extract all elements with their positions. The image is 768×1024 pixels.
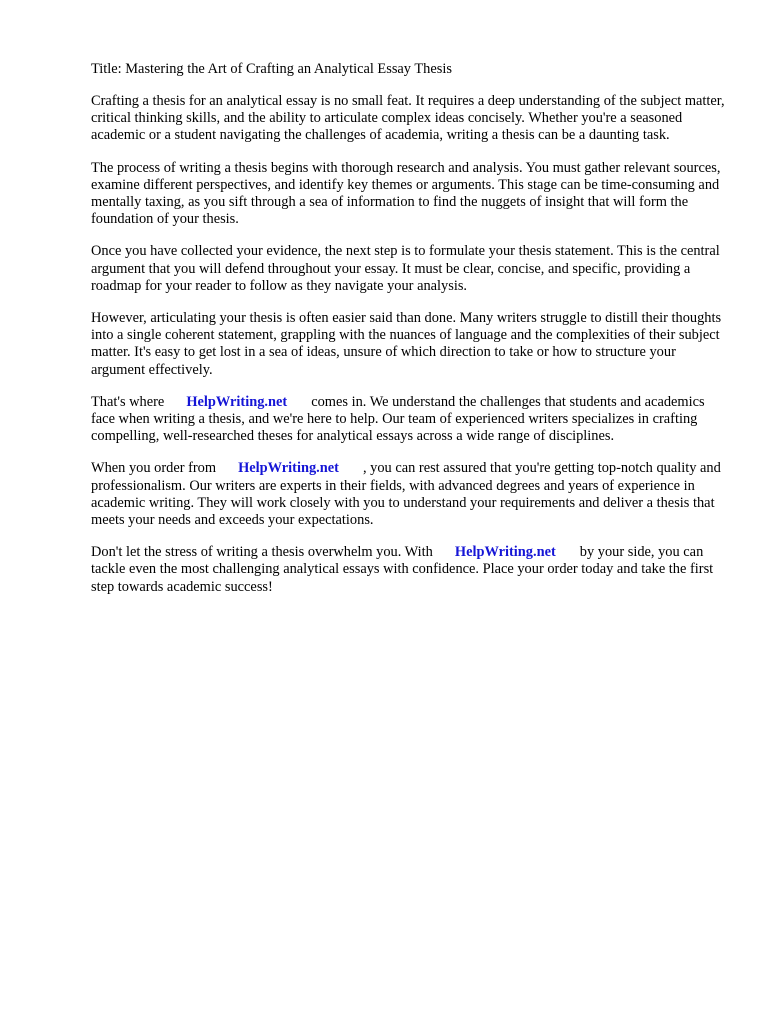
- paragraph-order: [91, 460, 731, 529]
- paragraph-intro: Crafting a thesis for an analytical essay is no small feat. It requires a deep understanding of the subject matter, critical thinking skills, and the ability to articulate complex ideas concisely. Whether you're a seasoned academic or a student navigating the challenges of academia, writing a thesis can be a daunting task.: [91, 93, 725, 144]
- paragraph-closing: [91, 544, 731, 596]
- paragraph-text: by your side, you can tackle even the most challenging analytical essays with confidence. Place your order today and take the first step towards academic success!: [91, 544, 714, 595]
- paragraph-research: The process of writing a thesis begins with thorough research and analysis. You must gather relevant sources, examine different perspectives, and identify key themes or arguments. This stage can be time-consuming and mentally taxing, as you sift through a sea of information to find the nuggets of insight that will form the foundation of your thesis.: [91, 159, 721, 228]
- paragraph-text: That's where: [91, 393, 165, 410]
- document-page: [91, 61, 731, 611]
- paragraph-text: , you can rest assured that you're getting top-notch quality and professionalism. Our writers are experts in their fields, with advanced degrees and years of experience in academic writing. They will work closely with you to understand your requirements and deliver a thesis that meets your needs and exceeds your expectations.: [91, 460, 721, 529]
- helpwriting-link[interactable]: HelpWriting.net: [238, 460, 339, 477]
- paragraph-text: When you order from: [91, 460, 217, 477]
- paragraph-formulate: Once you have collected your evidence, the next step is to formulate your thesis statement. This is the central argument that you will defend throughout your essay. It must be clear, concise, and specific, providing a roadmap for your reader to follow as they navigate your analysis.: [91, 243, 720, 294]
- document-title: Title: Mastering the Art of Crafting an Analytical Essay Thesis: [91, 61, 452, 77]
- helpwriting-link[interactable]: HelpWriting.net: [454, 544, 556, 561]
- paragraph-text: Don't let the stress of writing a thesis overwhelm you. With: [91, 544, 433, 561]
- paragraph-text: comes in. We understand the challenges that students and academics face when writing a thesis, and we're here to help. Our team of experienced writers specializes in crafting compelling, well-researched theses for analytical essays across a wide range of disciplines.: [91, 393, 705, 445]
- helpwriting-link[interactable]: HelpWriting.net: [186, 393, 288, 410]
- paragraph-service-intro: [91, 394, 731, 446]
- paragraph-struggle: However, articulating your thesis is often easier said than done. Many writers struggle to distill their thoughts into a single coherent statement, grappling with the nuances of language and the complexities of their subject matter. It's easy to get lost in a sea of ideas, unsure of which direction to take or how to structure your argument effectively.: [91, 310, 722, 378]
